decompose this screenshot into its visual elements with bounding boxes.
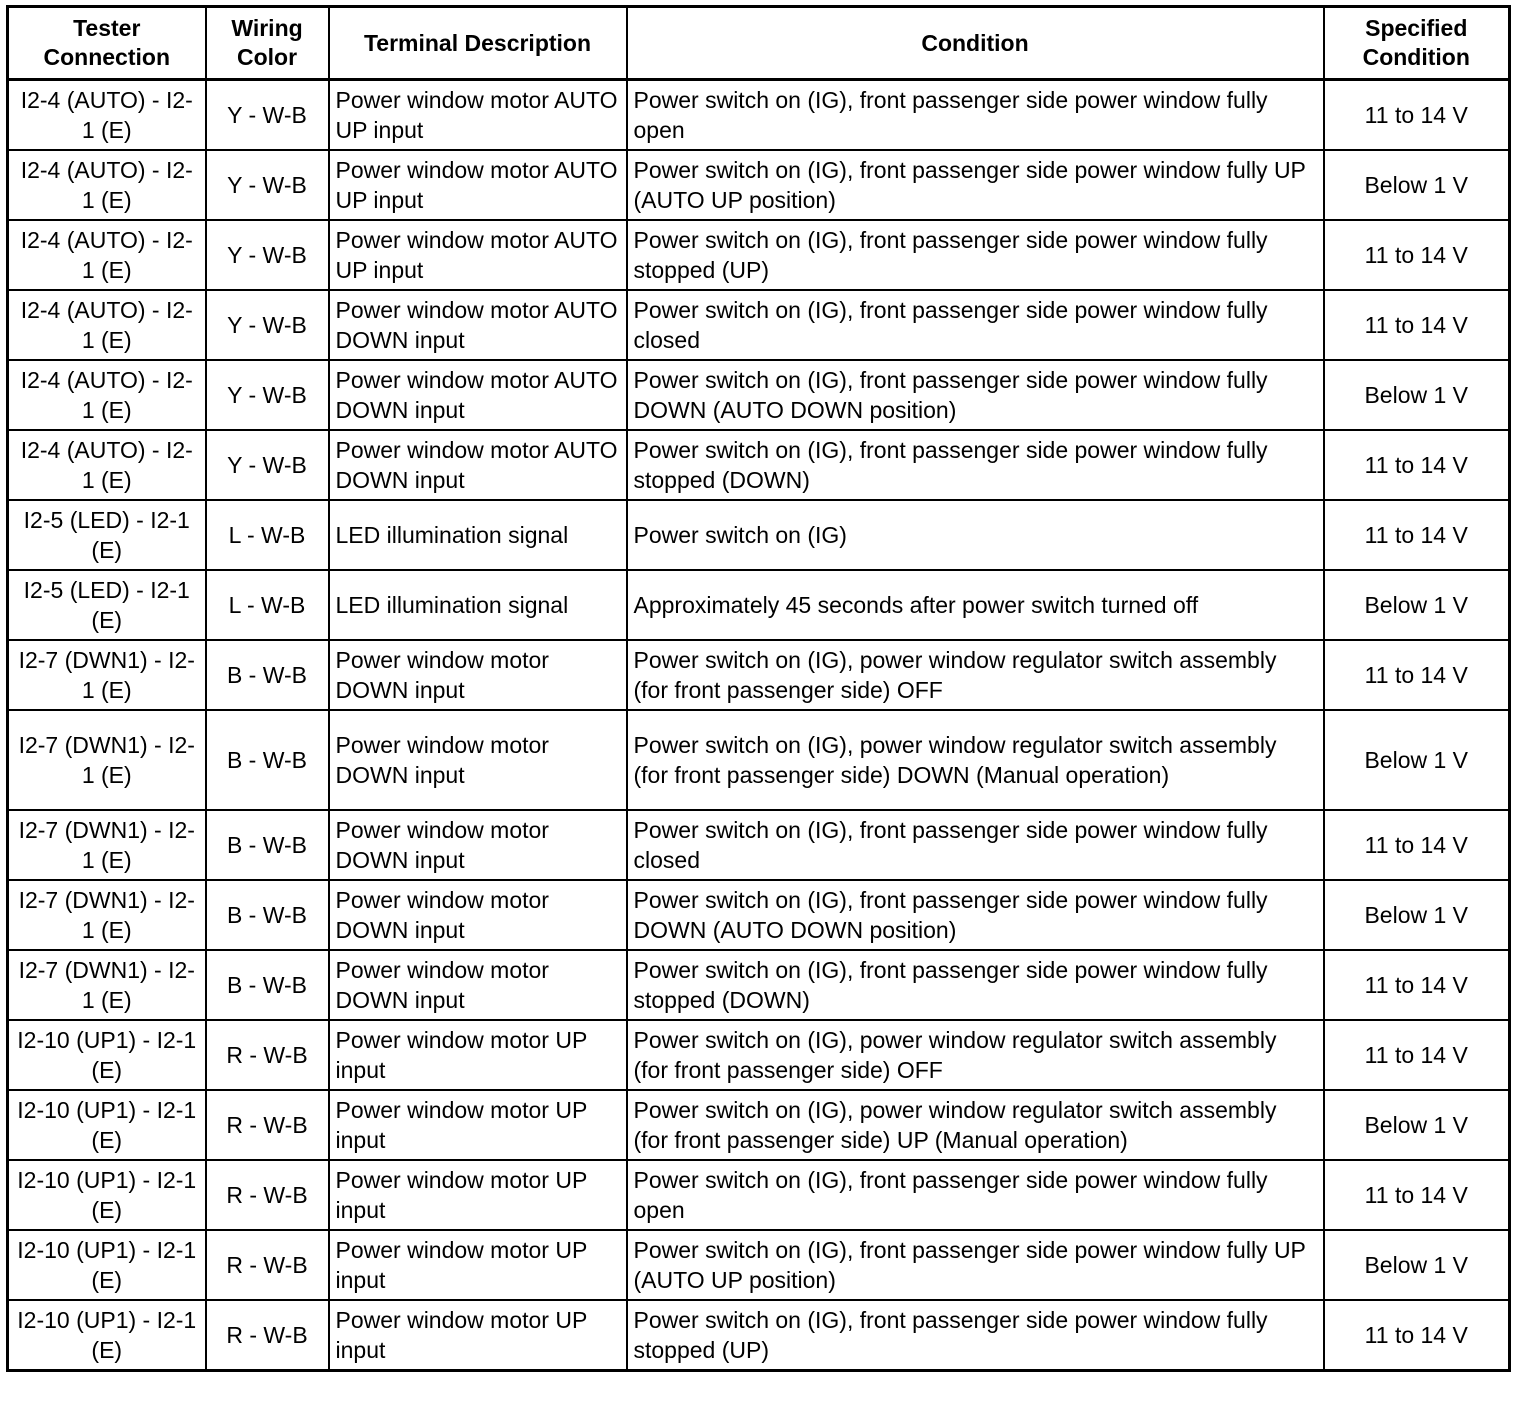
table-row (8, 430, 1510, 500)
cell-specified-condition: 11 to 14 V (1324, 220, 1510, 290)
cell-condition: Power switch on (IG), front passenger side power window fully UP (AUTO UP position) (627, 150, 1324, 220)
cell-wiring-color: Y - W-B (206, 150, 329, 220)
table-row (8, 1300, 1510, 1371)
cell-tester-connection: I2-7 (DWN1) - I2-1 (E) (8, 950, 206, 1020)
cell-wiring-color: R - W-B (206, 1300, 329, 1371)
cell-terminal-description: Power window motor AUTO UP input (329, 80, 627, 151)
cell-wiring-color: Y - W-B (206, 80, 329, 151)
table-row (8, 1090, 1510, 1160)
cell-terminal-description: Power window motor DOWN input (329, 810, 627, 880)
cell-terminal-description: Power window motor UP input (329, 1160, 627, 1230)
cell-condition: Power switch on (IG) (627, 500, 1324, 570)
cell-tester-connection: I2-7 (DWN1) - I2-1 (E) (8, 880, 206, 950)
cell-tester-connection: I2-10 (UP1) - I2-1 (E) (8, 1020, 206, 1090)
cell-terminal-description: Power window motor AUTO DOWN input (329, 430, 627, 500)
cell-terminal-description: LED illumination signal (329, 500, 627, 570)
cell-terminal-description: Power window motor UP input (329, 1020, 627, 1090)
table-row (8, 150, 1510, 220)
cell-wiring-color: B - W-B (206, 950, 329, 1020)
terminal-spec-table (6, 5, 1511, 1372)
cell-condition: Power switch on (IG), front passenger side power window fully stopped (UP) (627, 220, 1324, 290)
table-row (8, 360, 1510, 430)
table-row (8, 640, 1510, 710)
header-row (8, 7, 1510, 80)
cell-condition: Power switch on (IG), front passenger side power window fully closed (627, 290, 1324, 360)
cell-wiring-color: L - W-B (206, 500, 329, 570)
cell-wiring-color: B - W-B (206, 810, 329, 880)
table-row (8, 220, 1510, 290)
cell-tester-connection: I2-7 (DWN1) - I2-1 (E) (8, 640, 206, 710)
cell-specified-condition: 11 to 14 V (1324, 810, 1510, 880)
cell-specified-condition: 11 to 14 V (1324, 1020, 1510, 1090)
header-condition: Condition (627, 7, 1324, 80)
cell-condition: Power switch on (IG), front passenger side power window fully DOWN (AUTO DOWN position) (627, 880, 1324, 950)
cell-specified-condition: 11 to 14 V (1324, 950, 1510, 1020)
table-row (8, 1230, 1510, 1300)
table-row (8, 950, 1510, 1020)
cell-wiring-color: Y - W-B (206, 360, 329, 430)
cell-condition: Power switch on (IG), front passenger side power window fully open (627, 80, 1324, 151)
cell-tester-connection: I2-4 (AUTO) - I2-1 (E) (8, 150, 206, 220)
cell-condition: Approximately 45 seconds after power switch turned off (627, 570, 1324, 640)
cell-terminal-description: Power window motor DOWN input (329, 950, 627, 1020)
cell-terminal-description: Power window motor DOWN input (329, 710, 627, 810)
cell-wiring-color: R - W-B (206, 1160, 329, 1230)
cell-specified-condition: 11 to 14 V (1324, 1160, 1510, 1230)
cell-terminal-description: Power window motor UP input (329, 1230, 627, 1300)
cell-condition: Power switch on (IG), front passenger side power window fully open (627, 1160, 1324, 1230)
table-body (8, 80, 1510, 1371)
cell-wiring-color: B - W-B (206, 880, 329, 950)
table-row (8, 710, 1510, 810)
cell-condition: Power switch on (IG), power window regulator switch assembly (for front passenger side) OFF (627, 1020, 1324, 1090)
cell-wiring-color: Y - W-B (206, 290, 329, 360)
cell-specified-condition: Below 1 V (1324, 360, 1510, 430)
cell-tester-connection: I2-4 (AUTO) - I2-1 (E) (8, 360, 206, 430)
table-row (8, 810, 1510, 880)
table-row (8, 880, 1510, 950)
table-row (8, 1020, 1510, 1090)
cell-tester-connection: I2-4 (AUTO) - I2-1 (E) (8, 80, 206, 151)
cell-terminal-description: LED illumination signal (329, 570, 627, 640)
cell-tester-connection: I2-10 (UP1) - I2-1 (E) (8, 1160, 206, 1230)
table-row (8, 290, 1510, 360)
cell-specified-condition: Below 1 V (1324, 710, 1510, 810)
cell-specified-condition: 11 to 14 V (1324, 1300, 1510, 1371)
header-specified-condition: Specified Condition (1324, 7, 1510, 80)
cell-specified-condition: Below 1 V (1324, 1090, 1510, 1160)
table-header (8, 7, 1510, 80)
cell-wiring-color: Y - W-B (206, 220, 329, 290)
cell-tester-connection: I2-4 (AUTO) - I2-1 (E) (8, 430, 206, 500)
cell-condition: Power switch on (IG), power window regulator switch assembly (for front passenger side) UP (Manual operation) (627, 1090, 1324, 1160)
cell-terminal-description: Power window motor UP input (329, 1300, 627, 1371)
header-wiring-color: Wiring Color (206, 7, 329, 80)
cell-specified-condition: 11 to 14 V (1324, 640, 1510, 710)
cell-tester-connection: I2-10 (UP1) - I2-1 (E) (8, 1090, 206, 1160)
cell-terminal-description: Power window motor AUTO DOWN input (329, 360, 627, 430)
cell-condition: Power switch on (IG), front passenger side power window fully closed (627, 810, 1324, 880)
table-row (8, 570, 1510, 640)
cell-condition: Power switch on (IG), power window regulator switch assembly (for front passenger side) DOWN (Manual operation) (627, 710, 1324, 810)
cell-specified-condition: 11 to 14 V (1324, 430, 1510, 500)
header-terminal-description: Terminal Description (329, 7, 627, 80)
cell-wiring-color: Y - W-B (206, 430, 329, 500)
cell-terminal-description: Power window motor AUTO DOWN input (329, 290, 627, 360)
cell-tester-connection: I2-7 (DWN1) - I2-1 (E) (8, 710, 206, 810)
cell-terminal-description: Power window motor UP input (329, 1090, 627, 1160)
cell-specified-condition: Below 1 V (1324, 880, 1510, 950)
cell-specified-condition: 11 to 14 V (1324, 290, 1510, 360)
cell-condition: Power switch on (IG), front passenger side power window fully stopped (DOWN) (627, 430, 1324, 500)
header-tester-connection: Tester Connection (8, 7, 206, 80)
cell-specified-condition: 11 to 14 V (1324, 500, 1510, 570)
cell-specified-condition: Below 1 V (1324, 570, 1510, 640)
cell-specified-condition: Below 1 V (1324, 150, 1510, 220)
cell-tester-connection: I2-4 (AUTO) - I2-1 (E) (8, 220, 206, 290)
cell-terminal-description: Power window motor AUTO UP input (329, 220, 627, 290)
cell-wiring-color: B - W-B (206, 640, 329, 710)
cell-specified-condition: Below 1 V (1324, 1230, 1510, 1300)
cell-wiring-color: B - W-B (206, 710, 329, 810)
cell-wiring-color: L - W-B (206, 570, 329, 640)
table-row (8, 1160, 1510, 1230)
cell-condition: Power switch on (IG), front passenger side power window fully UP (AUTO UP position) (627, 1230, 1324, 1300)
table-row (8, 80, 1510, 151)
cell-wiring-color: R - W-B (206, 1020, 329, 1090)
cell-terminal-description: Power window motor AUTO UP input (329, 150, 627, 220)
cell-tester-connection: I2-5 (LED) - I2-1 (E) (8, 500, 206, 570)
cell-condition: Power switch on (IG), power window regulator switch assembly (for front passenger side) OFF (627, 640, 1324, 710)
table-row (8, 500, 1510, 570)
cell-condition: Power switch on (IG), front passenger side power window fully stopped (UP) (627, 1300, 1324, 1371)
cell-condition: Power switch on (IG), front passenger side power window fully DOWN (AUTO DOWN position) (627, 360, 1324, 430)
cell-specified-condition: 11 to 14 V (1324, 80, 1510, 151)
cell-tester-connection: I2-5 (LED) - I2-1 (E) (8, 570, 206, 640)
cell-tester-connection: I2-4 (AUTO) - I2-1 (E) (8, 290, 206, 360)
cell-terminal-description: Power window motor DOWN input (329, 880, 627, 950)
cell-tester-connection: I2-10 (UP1) - I2-1 (E) (8, 1230, 206, 1300)
cell-tester-connection: I2-7 (DWN1) - I2-1 (E) (8, 810, 206, 880)
cell-terminal-description: Power window motor DOWN input (329, 640, 627, 710)
cell-condition: Power switch on (IG), front passenger side power window fully stopped (DOWN) (627, 950, 1324, 1020)
cell-wiring-color: R - W-B (206, 1230, 329, 1300)
cell-wiring-color: R - W-B (206, 1090, 329, 1160)
cell-tester-connection: I2-10 (UP1) - I2-1 (E) (8, 1300, 206, 1371)
